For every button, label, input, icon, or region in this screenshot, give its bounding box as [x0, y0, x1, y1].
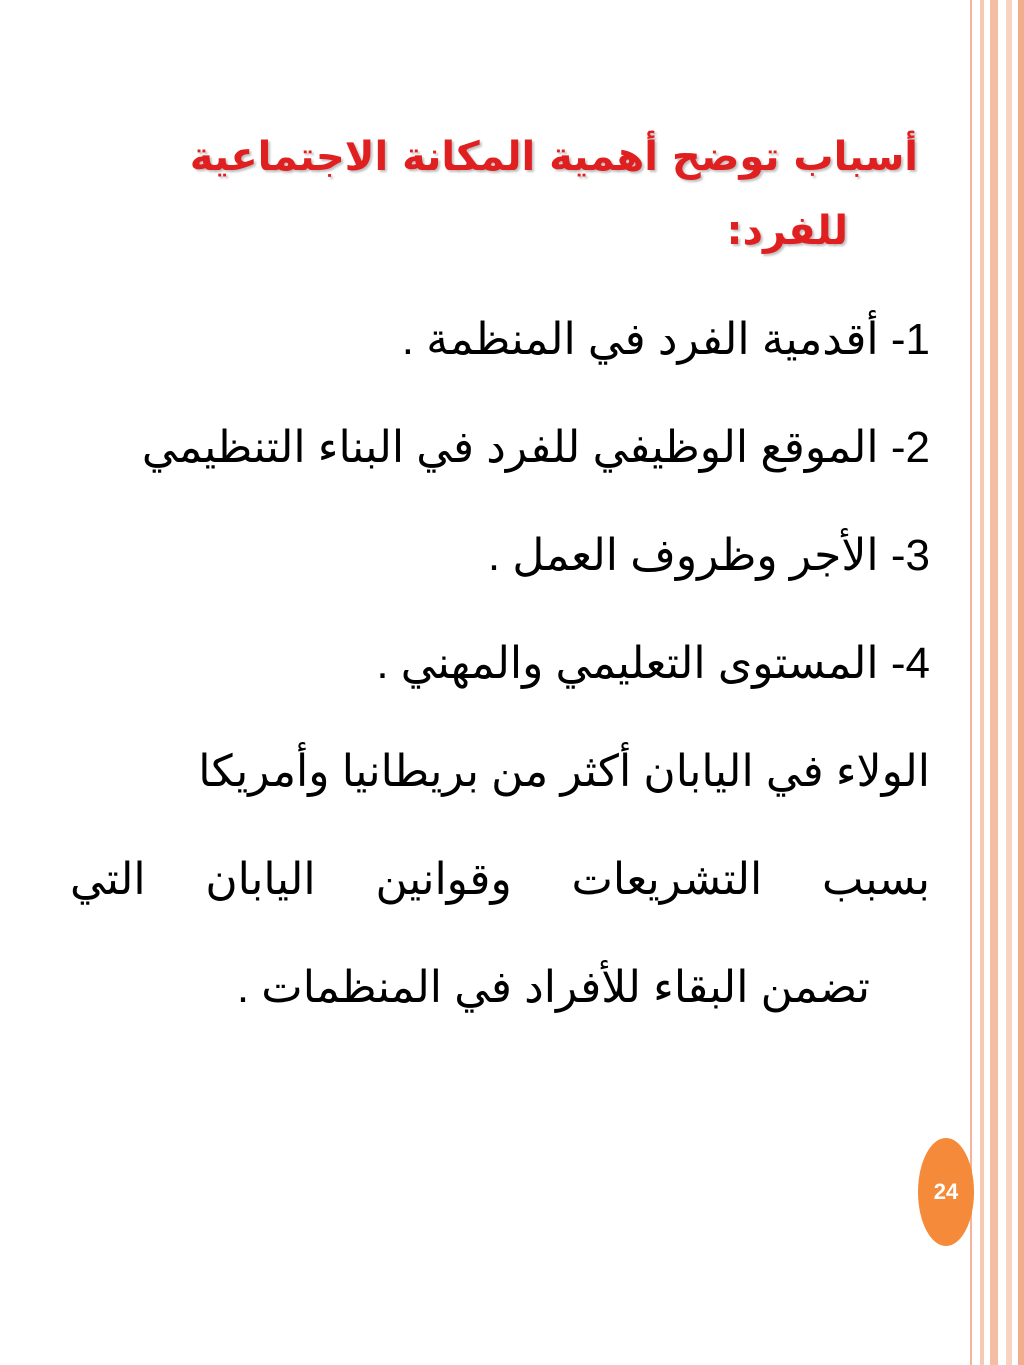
paragraph-line: بسبب التشريعات وقوانين اليابان التي	[70, 855, 930, 904]
paragraph-line: الولاء في اليابان أكثر من بريطانيا وأمريكا	[198, 747, 930, 796]
list-item: 1- أقدمية الفرد في المنظمة .	[401, 315, 930, 364]
list-item: 3- الأجر وظروف العمل .	[487, 531, 930, 580]
border-stripe	[990, 0, 998, 1365]
paragraph-line: تضمن البقاء للأفراد في المنظمات .	[236, 963, 870, 1012]
decorative-border	[964, 0, 1024, 1365]
border-stripe	[970, 0, 972, 1365]
slide-title	[70, 120, 918, 268]
title-line-1: أسباب توضح أهمية المكانة الاجتماعية	[189, 134, 918, 180]
list-item: 4- المستوى التعليمي والمهني .	[376, 639, 930, 688]
border-stripe	[980, 0, 984, 1365]
page-number-badge: 24	[918, 1138, 974, 1246]
border-stripe	[1006, 0, 1012, 1365]
loyalty-paragraph	[70, 718, 930, 1042]
list-item: 2- الموقع الوظيفي للفرد في البناء التنظيمي	[141, 423, 930, 472]
border-stripe	[1018, 0, 1024, 1365]
title-line-2: للفرد:	[726, 208, 848, 254]
slide-content	[70, 120, 930, 1042]
